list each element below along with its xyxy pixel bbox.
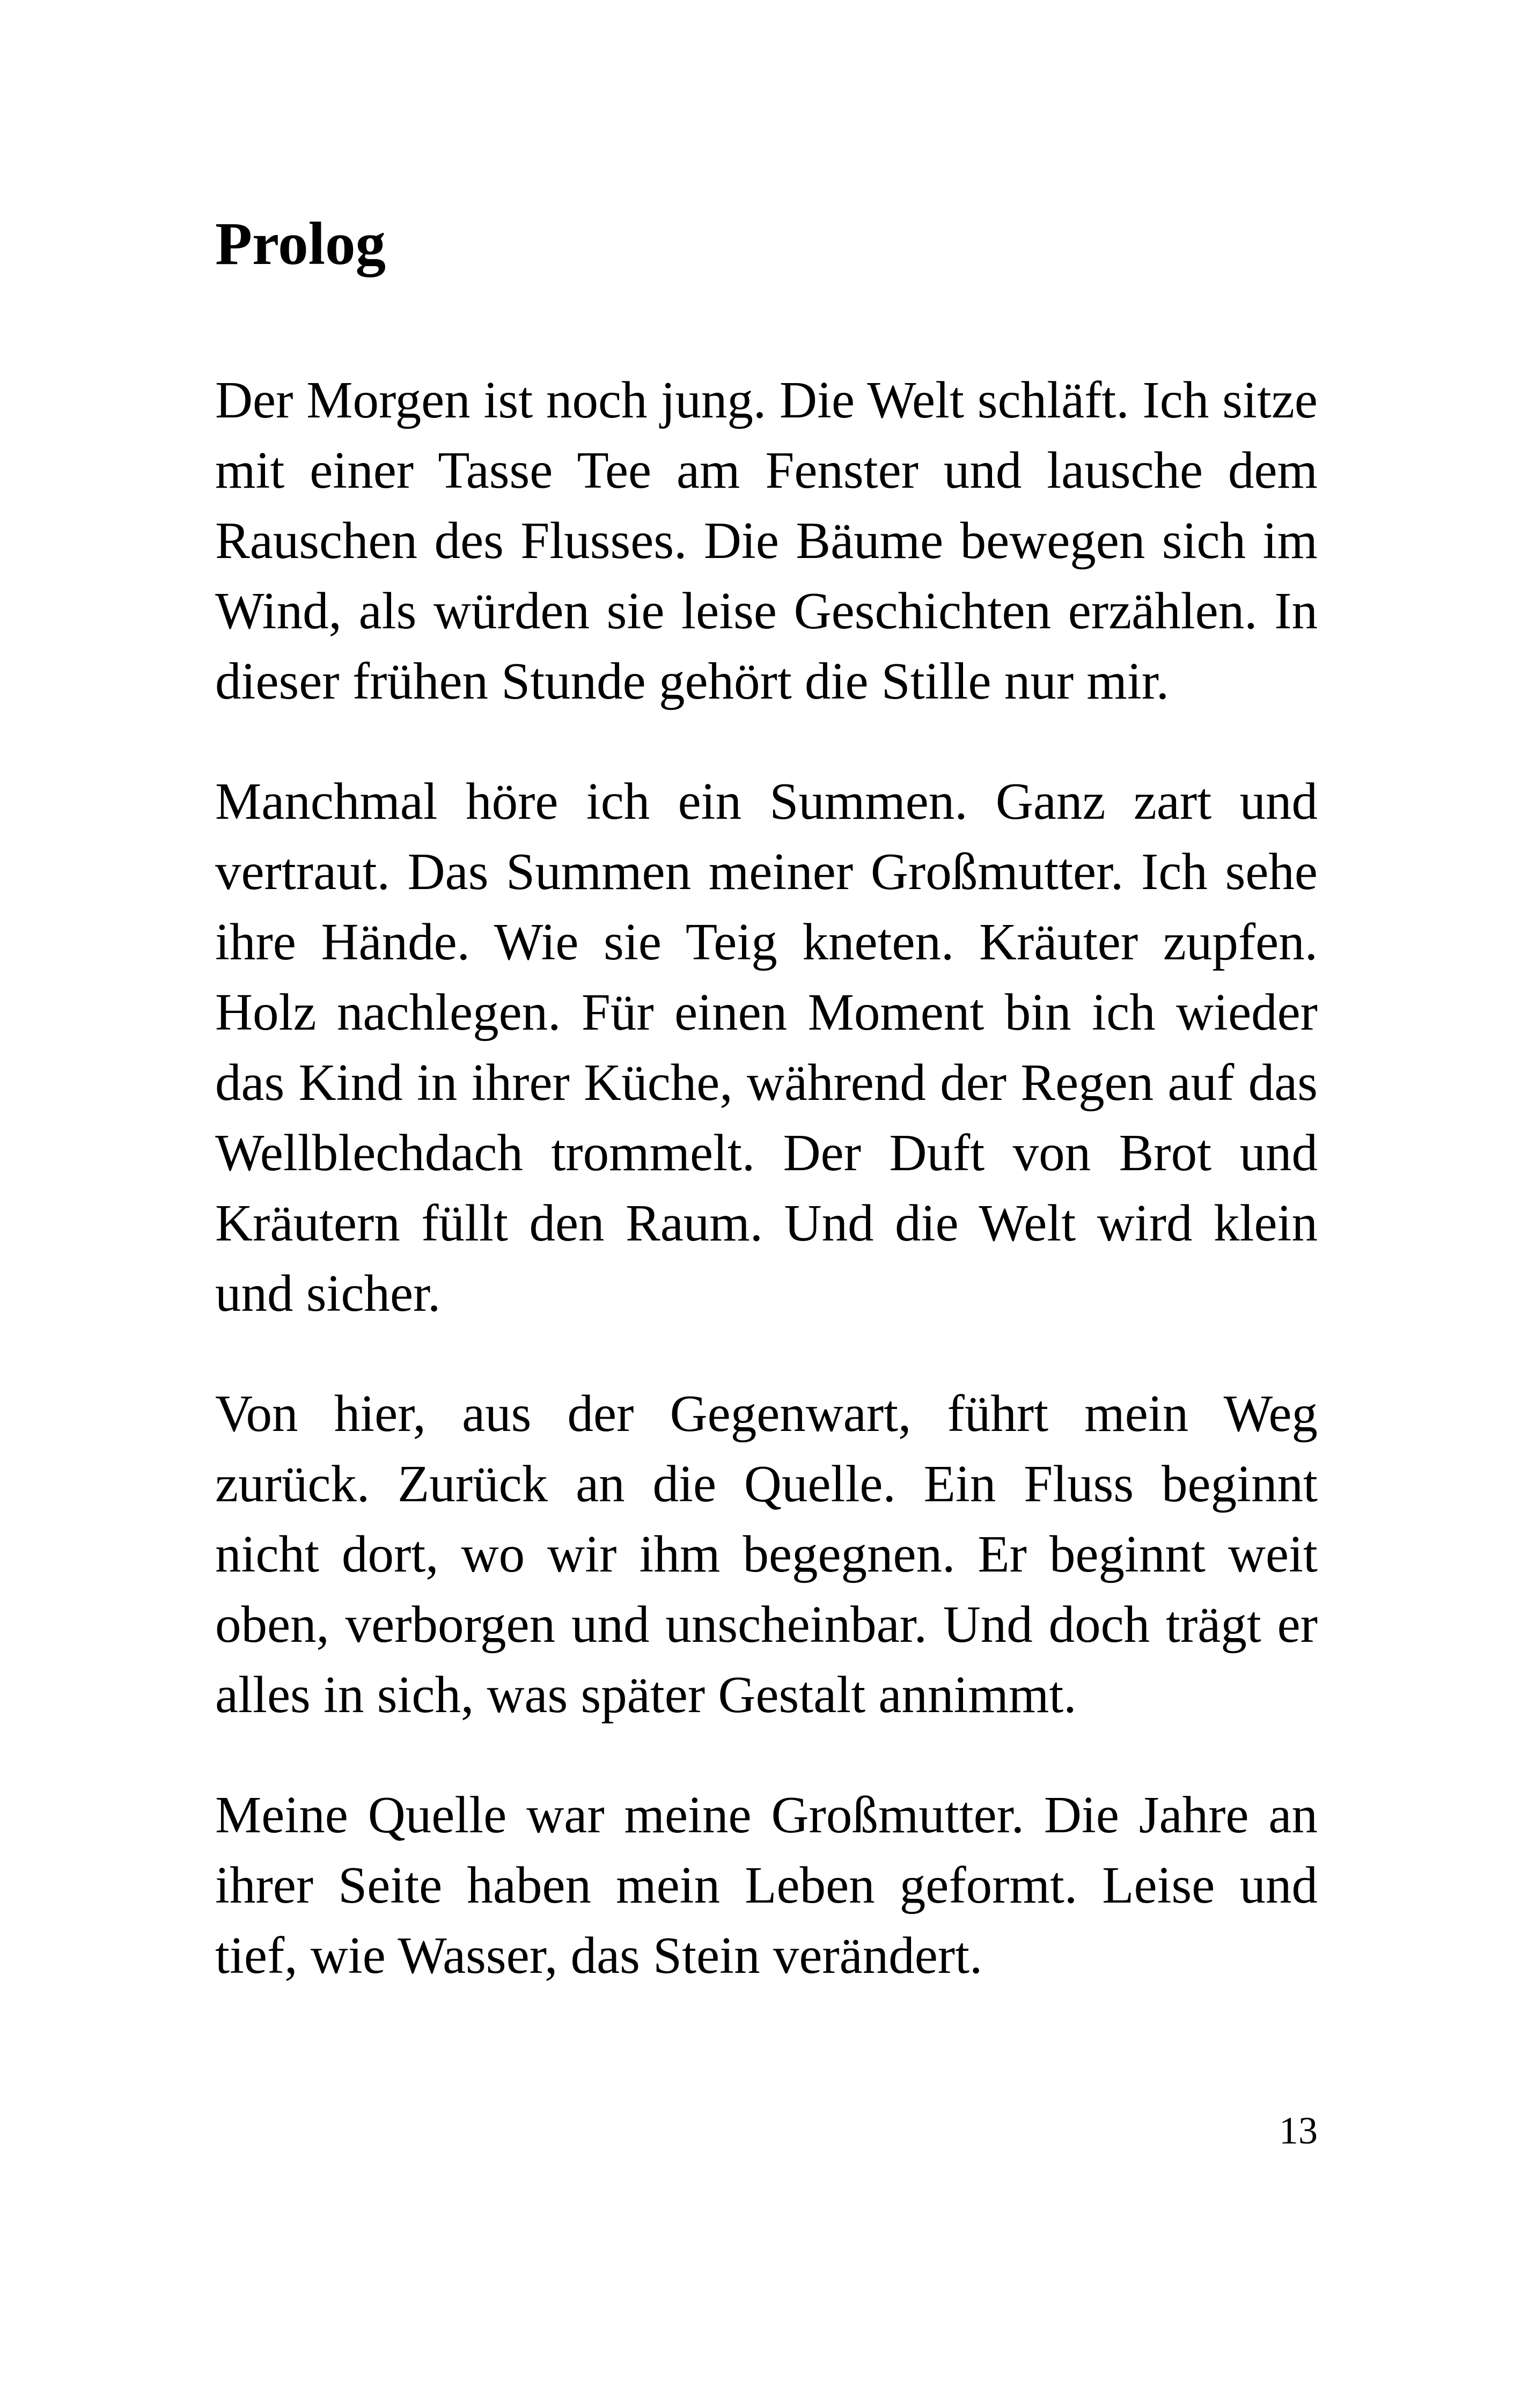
page-number: 13 bbox=[1279, 2109, 1318, 2152]
paragraph-1: Der Morgen ist noch jung. Die Welt schläft. Ich sitze mit einer Tasse Tee am Fenster und lausche dem Rauschen des Flusses. Die Bäume bewegen sich im Wind, als würden sie leise Geschichten erzählen. In dieser frühen Stunde gehört die Stille nur mir. bbox=[215, 371, 1318, 710]
paragraph-2: Manchmal höre ich ein Summen. Ganz zart und vertraut. Das Summen meiner Großmutter. Ich sehe ihre Hände. Wie sie Teig kneten. Kräuter zupfen. Holz nachlegen. Für einen Moment bin ich wieder das Kind in ihrer Küche, während der Regen auf das Wellblechdach trommelt. Der Duft von Brot und Kräutern füllt den Raum. Und die Welt wird klein und sicher. bbox=[215, 773, 1318, 1322]
paragraph-3: Von hier, aus der Gegenwart, führt mein Weg zurück. Zurück an die Quelle. Ein Fluss beginnt nicht dort, wo wir ihm begegnen. Er beginnt weit oben, verborgen und unscheinbar. Und doch trägt er alles in sich, was später Gestalt annimmt. bbox=[215, 1385, 1318, 1723]
paragraph-4: Meine Quelle war meine Großmutter. Die Jahre an ihrer Seite haben mein Leben geformt. Leise und tief, wie Wasser, das Stein verändert. bbox=[215, 1786, 1318, 1984]
chapter-body bbox=[215, 365, 1318, 2040]
chapter-title: Prolog bbox=[215, 210, 386, 277]
